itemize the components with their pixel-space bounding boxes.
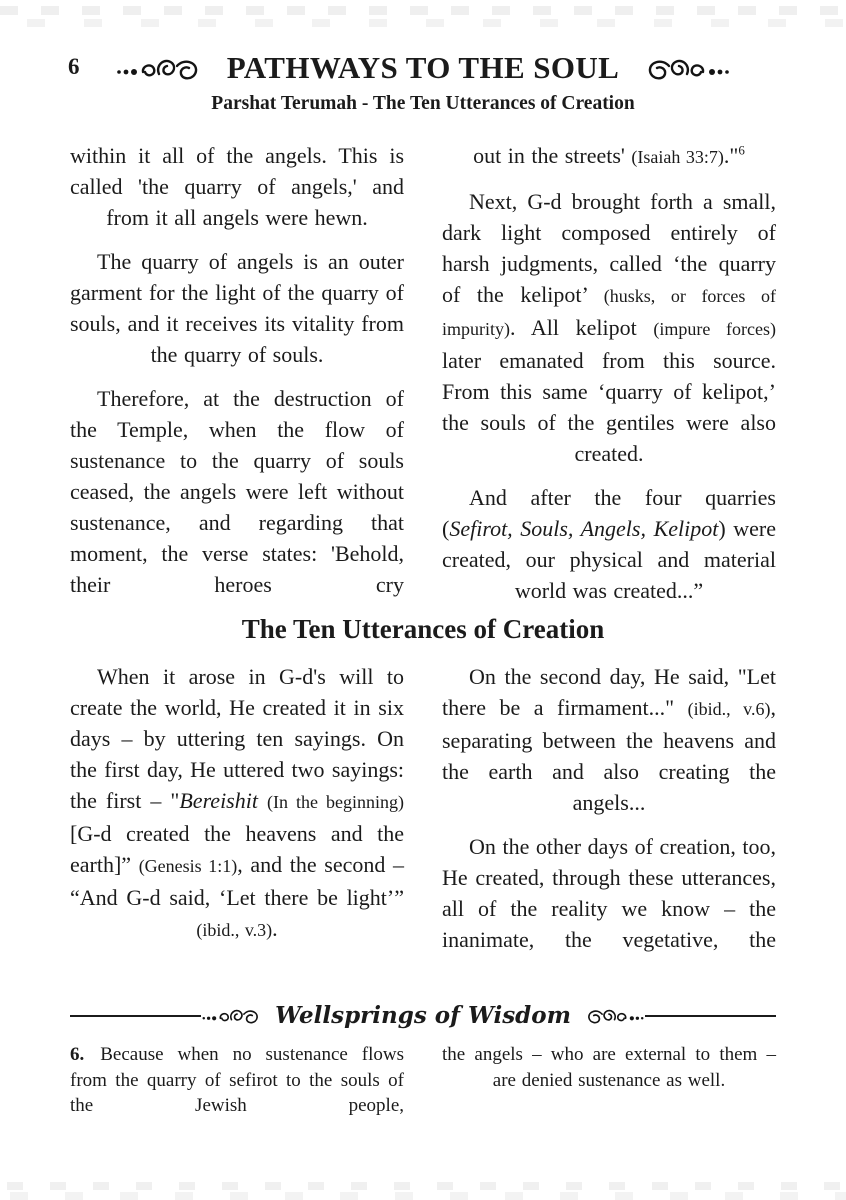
- section2-columns: [0, 661, 846, 955]
- section1-columns: [0, 140, 846, 606]
- wellsprings-ornament-right-icon: [573, 1005, 645, 1026]
- page-header: [0, 0, 846, 115]
- paragraph: And after the four quarries (Sefirot, Souls, Angels, Kelipot) were created, our physical and material world was created...”: [442, 485, 776, 603]
- page-title: PATHWAYS TO THE SOUL: [226, 50, 620, 85]
- divider-rule-right: [645, 1015, 776, 1017]
- page-number: 6: [68, 54, 80, 79]
- paragraph: The quarry of angels is an outer garment for the light of the quarry of souls, and it receives its vitality from the quarry of souls.: [70, 249, 404, 367]
- paragraph: On the other days of creation, too, He created, through these utterances, all of the reality we know – the inanimate, the vegetative, the: [442, 834, 776, 952]
- section2-right-column: [442, 661, 776, 955]
- section-heading: The Ten Utterances of Creation: [241, 614, 605, 644]
- paragraph: 6. Because when no sustenance flows from the quarry of sefirot to the souls of the Jewish people,: [70, 1044, 404, 1116]
- paragraph: When it arose in G-d's will to create the world, He created it in six days – by uttering ten sayings. On the first day, He uttered two sayings: the first – "Bereishit (In the beginning) [G-d created the heavens and the earth]” (Genesis 1:1), and the second – “And G-d said, ‘Let there be light’” (ibid., v.3).: [70, 664, 405, 941]
- paragraph: the angels – who are external to them – are denied sustenance as well.: [442, 1044, 776, 1091]
- section1-left-column: [70, 140, 404, 606]
- scroll-flourish-right-icon: [627, 53, 731, 83]
- footnote-reference: 6: [738, 142, 745, 158]
- paragraph: On the second day, He said, "Let there be a firmament..." (ibid., v.6), separating between the heavens and the earth and also creating the angels...: [442, 664, 777, 815]
- paragraph: within it all of the angels. This is called 'the quarry of angels,' and from it all angels were hewn.: [70, 143, 404, 230]
- paragraph: Next, G-d brought forth a small, dark light composed entirely of harsh judgments, called ‘the quarry of the kelipot’ (husks, or forces of impurity). All kelipot (impure forces) later emanated from this source. From this same ‘quarry of kelipot,’ the souls of the gentiles were also created.: [442, 189, 777, 466]
- footnote-right: [442, 1042, 776, 1119]
- footer-divider: [70, 1002, 776, 1029]
- section1-right-column: [442, 140, 776, 606]
- scan-artifact-bottom: [0, 1180, 846, 1200]
- section2-left-column: [70, 661, 404, 955]
- divider-rule-left: [70, 1015, 201, 1017]
- page-subtitle: Parshat Terumah - The Ten Utterances of Creation: [211, 93, 635, 114]
- footnote-left: [70, 1042, 404, 1119]
- page-footer: [70, 1002, 776, 1119]
- footnote-columns: [70, 1042, 776, 1119]
- paragraph: out in the streets' (Isaiah 33:7)."$^6$: [473, 142, 745, 168]
- paragraph: Therefore, at the destruction of the Temple, when the flow of sustenance to the quarry of souls ceased, the angels were left without sustenance, and regarding that moment, the verse states: 'Behold, their heroes cry: [70, 386, 404, 597]
- scroll-flourish-left-icon: [115, 53, 219, 83]
- page-body: [0, 140, 846, 955]
- title-row: [0, 48, 846, 88]
- wellsprings-title: Wellsprings of Wisdom: [275, 1002, 571, 1029]
- wellsprings-ornament-left-icon: [201, 1005, 273, 1026]
